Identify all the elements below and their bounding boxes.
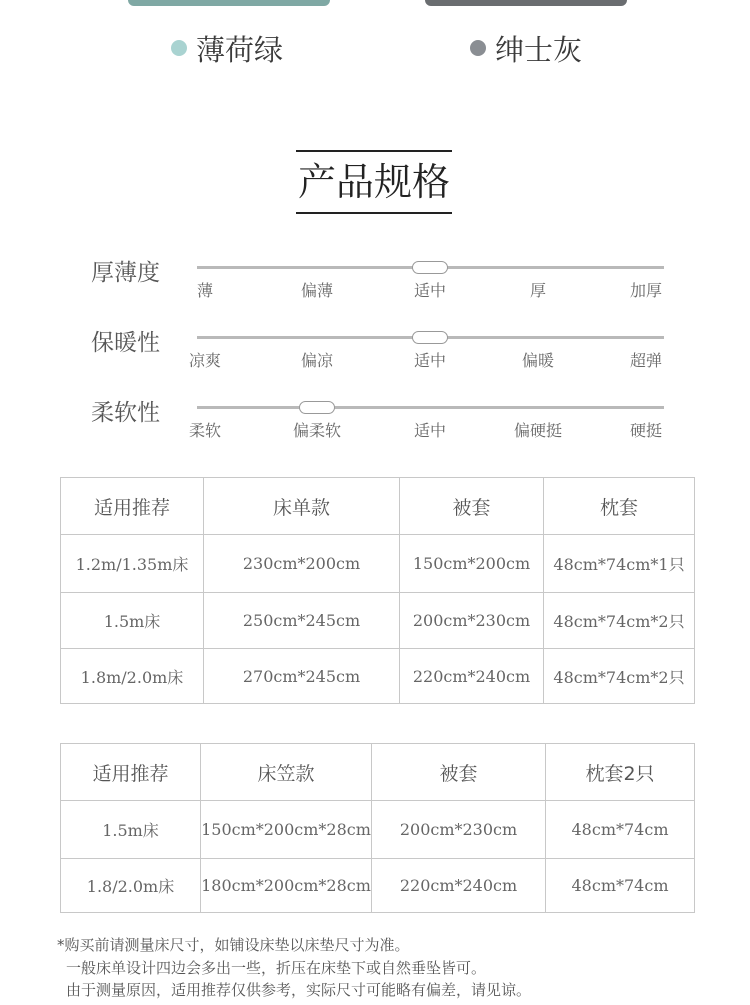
- page-title: 产品规格: [296, 150, 452, 214]
- table-cell: 1.5m床: [61, 593, 204, 649]
- scale-label: 柔软性: [91, 400, 160, 426]
- table-row: [61, 593, 695, 649]
- table-cell: 200cm*230cm: [372, 801, 546, 859]
- table-row: [61, 801, 695, 859]
- table-cell: 220cm*240cm: [372, 859, 546, 913]
- scale-tick-label: 偏硬挺: [513, 421, 562, 440]
- color-name-gray: 绅士灰: [495, 33, 583, 67]
- scale-indicator: [412, 331, 448, 344]
- scale-indicator: [299, 401, 335, 414]
- table-row: [61, 535, 695, 593]
- mint-green-swatch-icon: [171, 40, 187, 56]
- scale-tick-label: 厚: [529, 281, 546, 300]
- header-cell: 枕套: [544, 478, 695, 535]
- scale-tick-label: 适中: [413, 281, 446, 300]
- header-cell: 床单款: [204, 478, 400, 535]
- header-cell: 枕套2只: [546, 744, 695, 801]
- table-header-row: [61, 478, 695, 535]
- table-cell: 48cm*74cm*1只: [544, 535, 695, 593]
- scale-tick-label: 硬挺: [629, 421, 662, 440]
- scale-label: 保暖性: [91, 330, 160, 356]
- table-cell: 1.8/2.0m床: [61, 859, 201, 913]
- scale-tick-label: 凉爽: [188, 351, 221, 370]
- gray-product-image-edge: [425, 0, 627, 6]
- note-line-1: *购买前请测量床尺寸，如铺设床垫以床垫尺寸为准。: [57, 936, 410, 954]
- table-row: [61, 859, 695, 913]
- table-cell: 1.5m床: [61, 801, 201, 859]
- header-cell: 被套: [400, 478, 544, 535]
- header-cell: 床笠款: [201, 744, 372, 801]
- table-cell: 1.2m/1.35m床: [61, 535, 204, 593]
- table-cell: 180cm*200cm*28cm: [201, 859, 372, 913]
- scale-tick-label: 偏凉: [300, 351, 333, 370]
- table-cell: 220cm*240cm: [400, 649, 544, 704]
- header-cell: 被套: [372, 744, 546, 801]
- scale-tick-label: 加厚: [629, 281, 662, 300]
- scale-track: [197, 406, 664, 409]
- scale-indicator: [412, 261, 448, 274]
- mint-product-image-edge: [128, 0, 330, 6]
- table-cell: 150cm*200cm*28cm: [201, 801, 372, 859]
- table-header-row: [61, 744, 695, 801]
- table-cell: 48cm*74cm*2只: [544, 593, 695, 649]
- table-cell: 1.8m/2.0m床: [61, 649, 204, 704]
- note-line-3: 由于测量原因，适用推荐仅供参考，实际尺寸可能略有偏差，请见谅。: [66, 981, 532, 999]
- header-cell: 适用推荐: [61, 478, 204, 535]
- scale-tick-label: 偏暖: [521, 351, 554, 370]
- table-cell: 250cm*245cm: [204, 593, 400, 649]
- sheet-size-table: [60, 477, 695, 704]
- table-cell: 230cm*200cm: [204, 535, 400, 593]
- scale-tick-label: 偏薄: [300, 281, 333, 300]
- scale-tick-label: 适中: [413, 351, 446, 370]
- note-line-2: 一般床单设计四边会多出一些，折压在床垫下或自然垂坠皆可。: [66, 959, 487, 977]
- gentleman-gray-swatch-icon: [470, 40, 486, 56]
- fitted-sheet-size-table: [60, 743, 695, 913]
- table-cell: 48cm*74cm: [546, 859, 695, 913]
- table-cell: 48cm*74cm*2只: [544, 649, 695, 704]
- scale-tick-label: 柔软: [188, 421, 221, 440]
- color-name-mint: 薄荷绿: [196, 33, 284, 67]
- header-cell: 适用推荐: [61, 744, 201, 801]
- table-cell: 150cm*200cm: [400, 535, 544, 593]
- table-cell: 48cm*74cm: [546, 801, 695, 859]
- scale-label: 厚薄度: [91, 260, 160, 286]
- table-cell: 270cm*245cm: [204, 649, 400, 704]
- table-cell: 200cm*230cm: [400, 593, 544, 649]
- scale-tick-label: 超弹: [629, 351, 662, 370]
- scale-tick-label: 偏柔软: [292, 421, 341, 440]
- scale-tick-label: 薄: [196, 281, 213, 300]
- scale-tick-label: 适中: [413, 421, 446, 440]
- table-row: [61, 649, 695, 704]
